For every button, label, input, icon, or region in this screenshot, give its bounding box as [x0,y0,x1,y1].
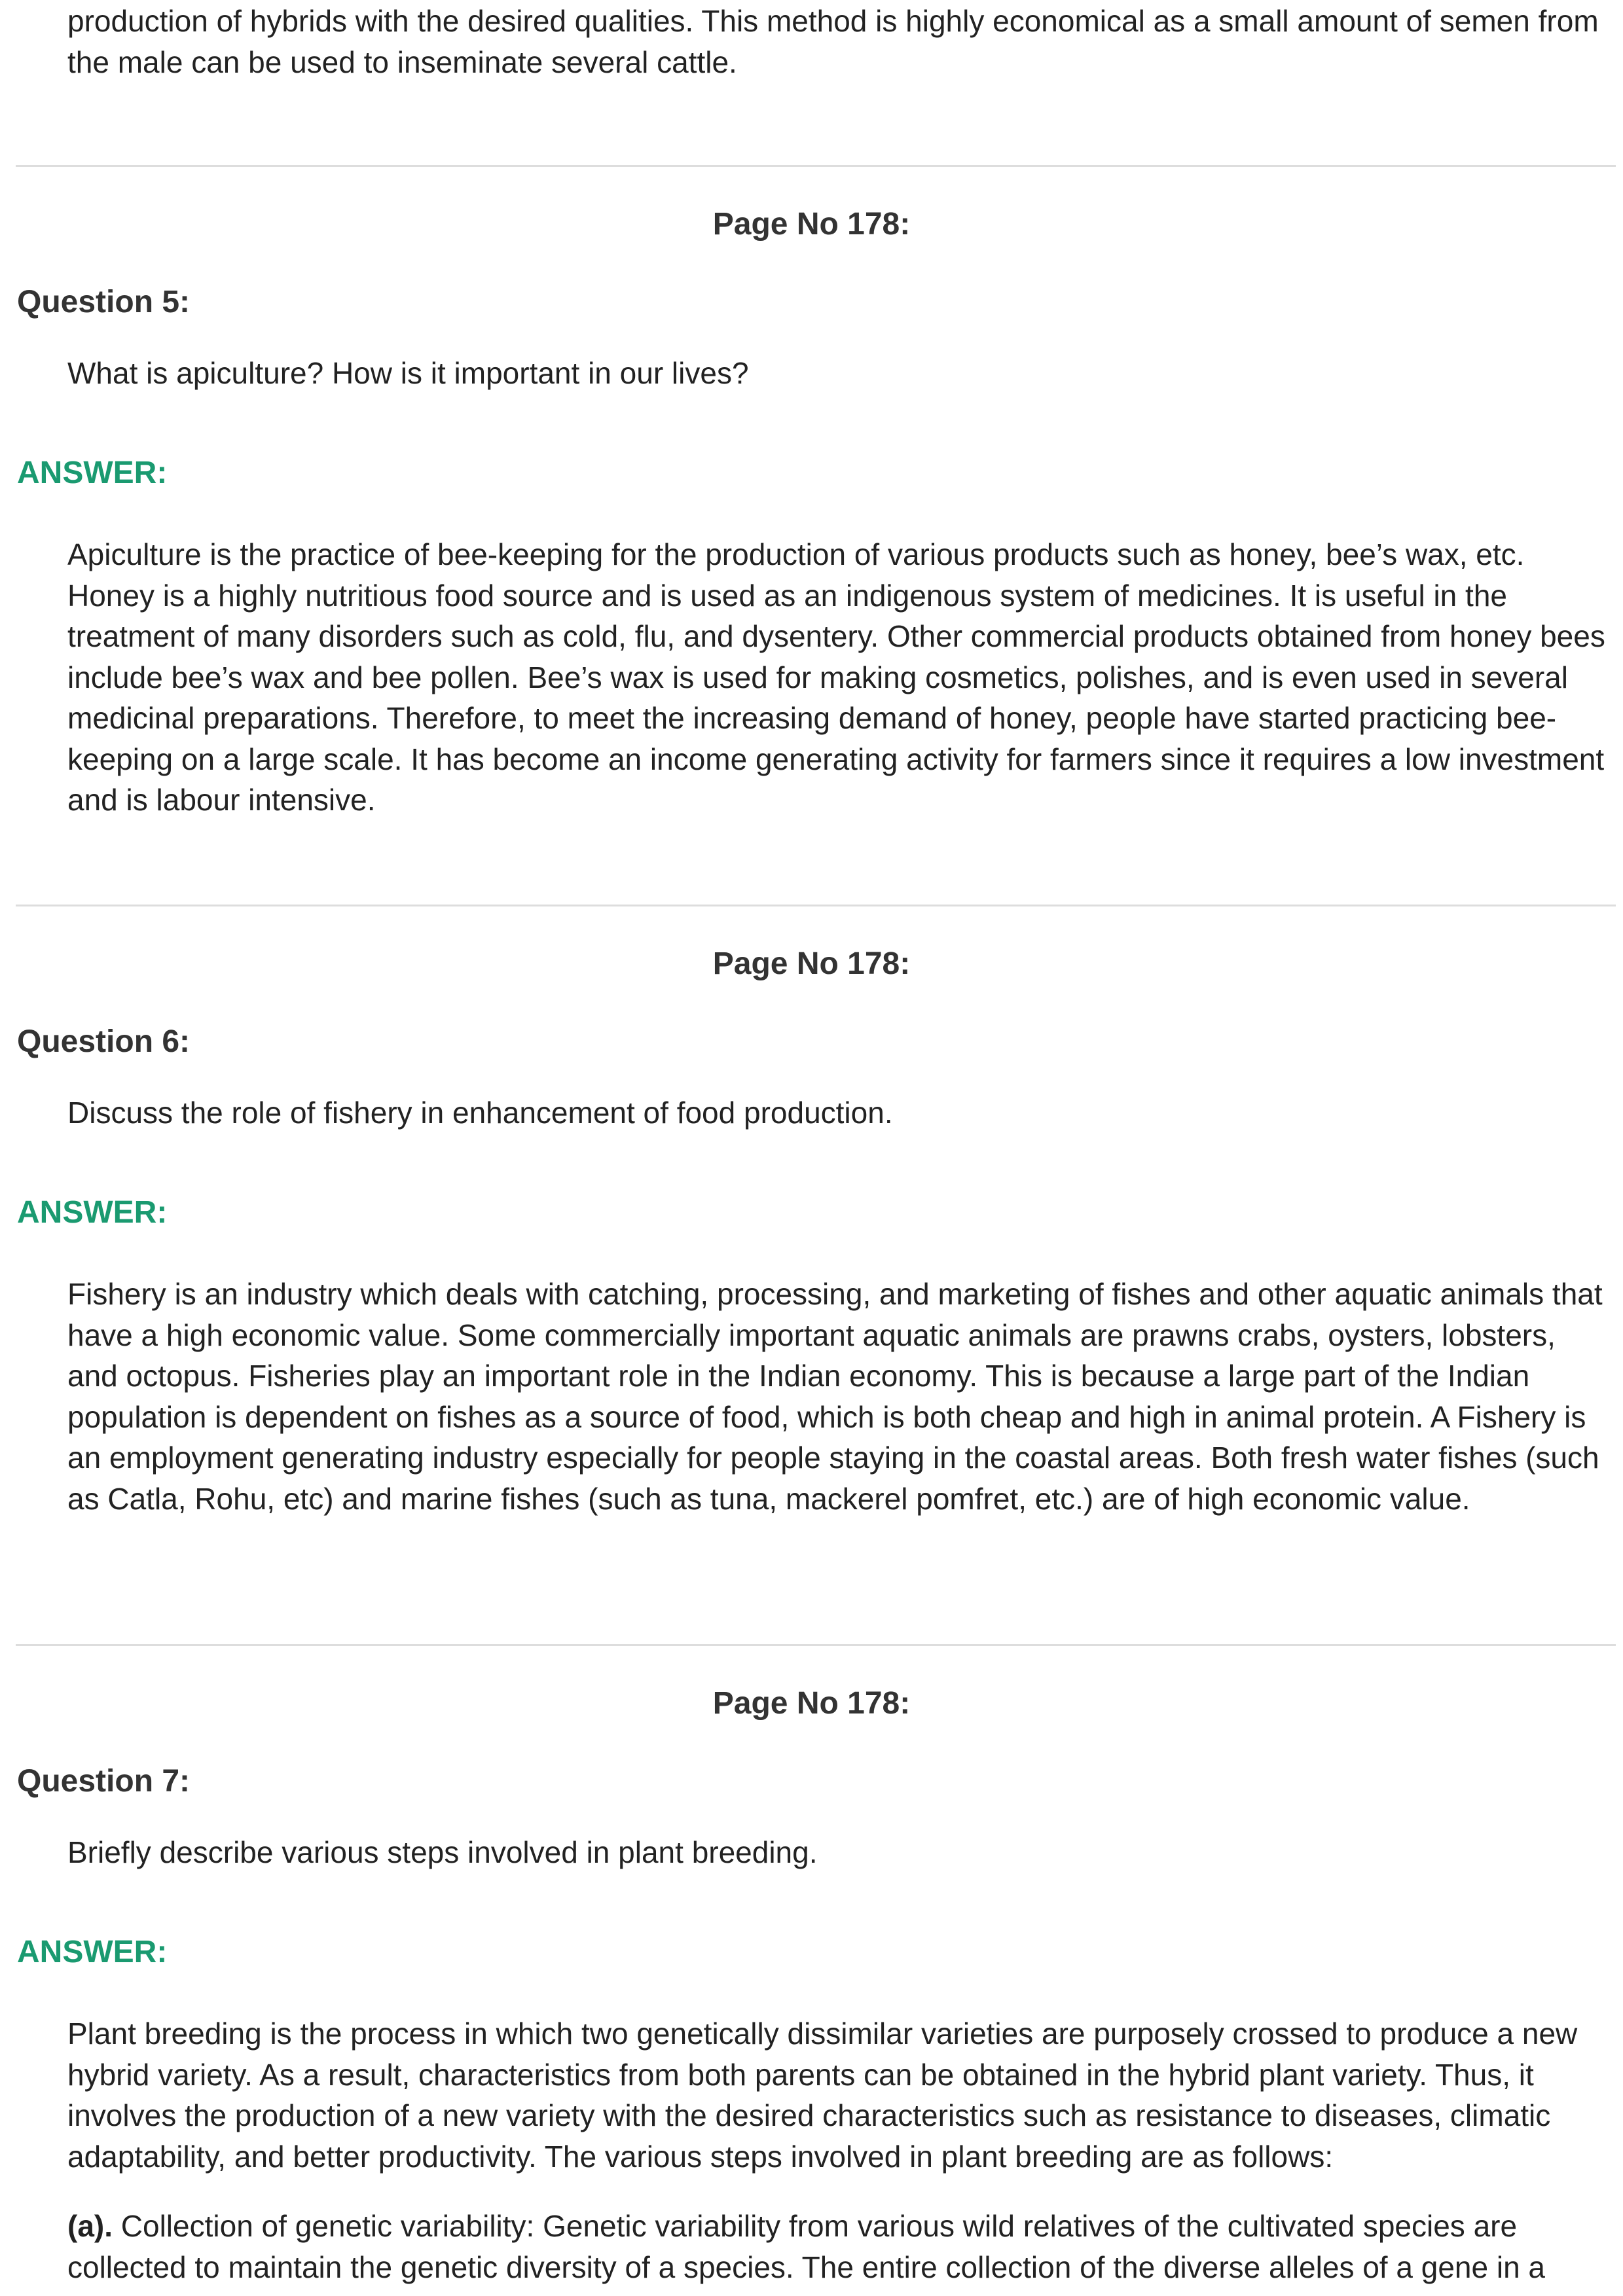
question-text: Briefly describe various steps involved in plant breeding. [67,1835,818,1869]
step-paragraph [67,2206,1613,2287]
question-label: Question 7: [17,1764,191,1799]
answer-label: ANSWER: [17,1195,168,1230]
step-text: Collection of genetic variability: Genetic variability from various wild relatives of the cultivated species are collected to maintain the genetic diversity of a species. The entire collection of the diverse alleles of a gene in a [67,2209,1546,2284]
question-text: Discuss the role of fishery in enhancement of food production. [67,1096,893,1130]
section-divider [16,165,1616,167]
page-number-heading: Page No 178: [712,1686,911,1721]
answer-label: ANSWER: [17,1935,168,1969]
step-label: (a). [67,2209,113,2243]
question-label: Question 5: [17,285,191,319]
question-label: Question 6: [17,1024,191,1059]
section-divider [16,905,1616,906]
page-number-heading: Page No 178: [712,207,911,242]
answer-label: ANSWER: [17,456,168,490]
question-text: What is apiculture? How is it important in our lives? [67,356,749,390]
answer-paragraph: Apiculture is the practice of bee-keeping for the production of various products such as honey, bee’s wax, etc. Honey is a highly nutritious food source and is used as an indigenous system of medicines. It is useful in the treatment of many disorders such as cold, flu, and dysentery. Other commercial products obtained from honey bees include bee’s wax and bee pollen. Bee’s wax is used for making cosmetics, polishes, and is even used in several medicinal preparations. Therefore, to meet the increasing demand of honey, people have started practicing bee-keeping on a large scale. It has become an income generating activity for farmers since it requires a low investment and is labour intensive. [67,537,1605,817]
section-divider [16,1644,1616,1646]
answer-paragraph: Fishery is an industry which deals with catching, processing, and marketing of fishes and other aquatic animals that have a high economic value. Some commercially important aquatic animals are prawns crabs, oysters, lobsters, and octopus. Fisheries play an important role in the Indian economy. This is because a large part of the Indian population is dependent on fishes as a source of food, which is both cheap and high in animal protein. A Fishery is an employment generating industry especially for people staying in the coastal areas. Both fresh water fishes (such as Catla, Rohu, etc) and marine fishes (such as tuna, mackerel pomfret, etc.) are of high economic value. [67,1277,1603,1516]
page-number-heading: Page No 178: [712,946,911,981]
answer-paragraph: Plant breeding is the process in which two genetically dissimilar varieties are purposely crossed to produce a new hybrid variety. As a result, characteristics from both parents can be obtained in the hybrid plant variety. Thus, it involves the production of a new variety with the desired characteristics such as resistance to diseases, climatic adaptability, and better productivity. The various steps involved in plant breeding are as follows: [67,2017,1578,2174]
intro-paragraph: production of hybrids with the desired qualities. This method is highly economical as a small amount of semen from the male can be used to inseminate several cattle. [67,4,1599,79]
